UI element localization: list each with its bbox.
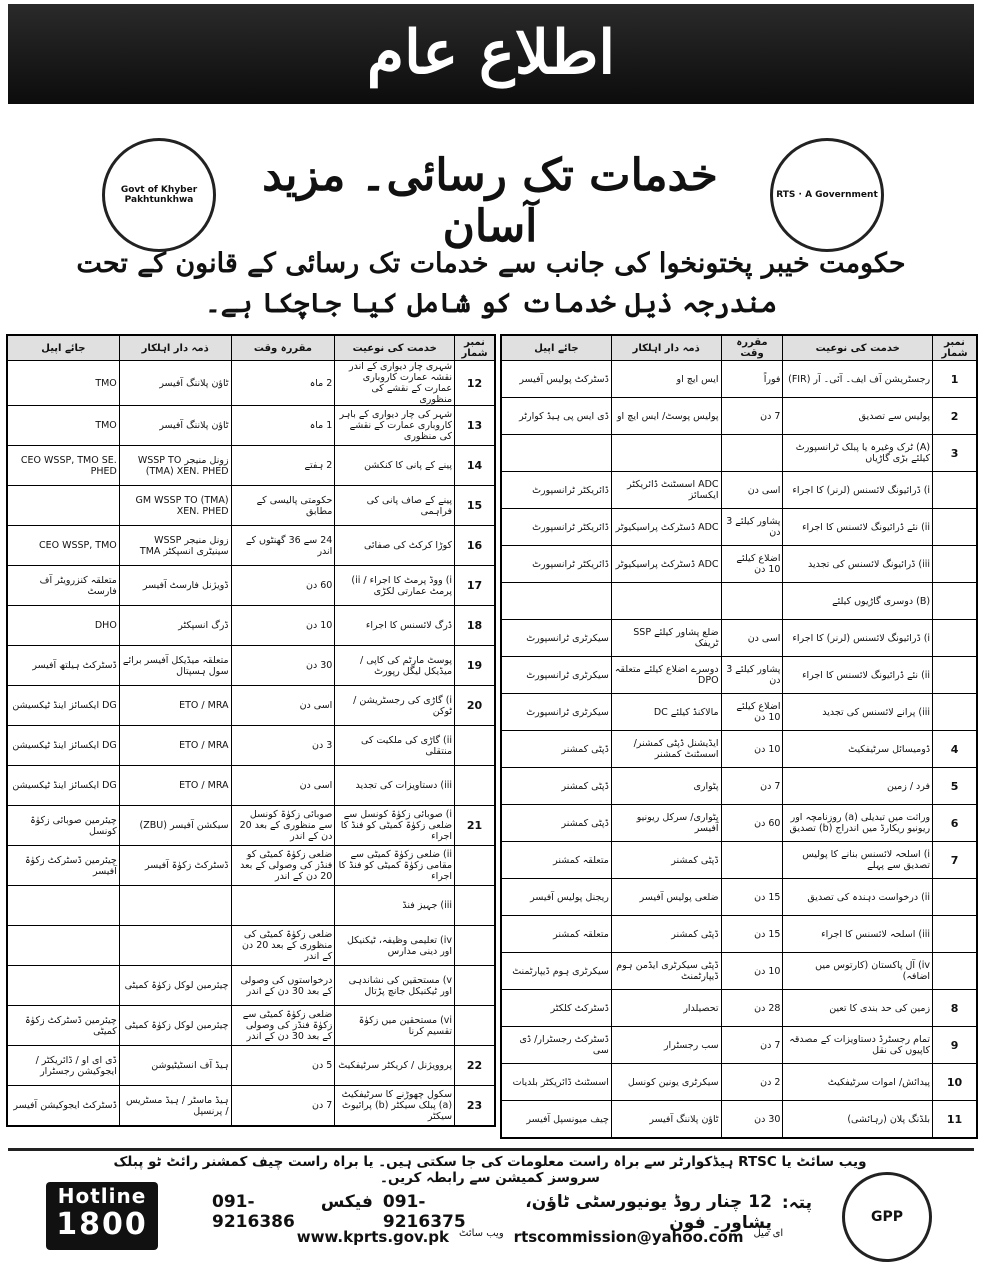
table-row	[8, 406, 495, 446]
cell-s: ڈرگ لائسنس کا اجراء	[335, 606, 455, 646]
cell-n: 7	[933, 842, 977, 879]
cell-t: 30 دن	[231, 646, 335, 686]
header-service: خدمت کی نوعیت	[783, 336, 933, 361]
header-service: خدمت کی نوعیت	[335, 336, 455, 361]
cell-t: اسی دن	[231, 766, 335, 806]
cell-a: ڈائریکٹر ٹرانسپورٹ	[502, 546, 612, 583]
cell-a: ڈائریکٹر ٹرانسپورٹ	[502, 472, 612, 509]
cell-n	[933, 583, 977, 620]
cell-t	[721, 842, 783, 879]
cell-n: 1	[933, 361, 977, 398]
cell-t: اسی دن	[231, 686, 335, 726]
table-row	[502, 953, 977, 990]
cell-o: دوسرے اضلاع کیلئے متعلقہ DPO	[611, 657, 721, 694]
cell-a: ڈی ایس پی ہیڈ کوارٹر	[502, 398, 612, 435]
address-line	[212, 1192, 812, 1233]
cell-a: ریجنل پولیس آفیسر	[502, 879, 612, 916]
cell-a: سیکرٹری ٹرانسپورٹ	[502, 694, 612, 731]
table-row	[8, 846, 495, 886]
cell-n	[933, 694, 977, 731]
table-row	[502, 435, 977, 472]
cell-n: 5	[933, 768, 977, 805]
cell-a: CEO WSSP, TMO SE. PHED	[8, 446, 120, 486]
title-banner	[8, 4, 974, 104]
cell-s: v) مستحقین کی نشاندہی اور ٹیکنیکل جانچ پڑتال	[335, 966, 455, 1006]
cell-o: ڈسٹرکٹ زکوٰۃ آفیسر	[119, 846, 231, 886]
cell-t	[721, 435, 783, 472]
gpp-logo	[842, 1172, 932, 1262]
cell-n: 12	[455, 361, 495, 406]
cell-a: سیکرٹری ٹرانسپورٹ	[502, 657, 612, 694]
cell-t: 7 دن	[721, 768, 783, 805]
cell-t: 24 سے 36 گھنٹوں کے اندر	[231, 526, 335, 566]
table-row	[502, 694, 977, 731]
cell-n: 15	[455, 486, 495, 526]
table-row	[8, 1046, 495, 1086]
cell-o: سیکرٹری یونین کونسل	[611, 1064, 721, 1101]
cell-s: پولیس سے تصدیق	[783, 398, 933, 435]
cell-s: پوسٹ مارٹم کی کاپی / میڈیکل لیگل رپورٹ	[335, 646, 455, 686]
cell-s: کوڑا کرکٹ کی صفائی	[335, 526, 455, 566]
cell-o: ڈپٹی کمشنر	[611, 842, 721, 879]
table-row	[502, 731, 977, 768]
cell-s: ii) گاڑی کی ملکیت کی منتقلی	[335, 726, 455, 766]
cell-a: ڈسٹرکٹ پولیس آفیسر	[502, 361, 612, 398]
cell-s: ڈومیسائل سرٹیفکیٹ	[783, 731, 933, 768]
cell-t: پشاور کیلئے 3 دن	[721, 657, 783, 694]
cell-n	[455, 726, 495, 766]
cell-t: 60 دن	[231, 566, 335, 606]
cell-s: فرد / زمین	[783, 768, 933, 805]
table-row	[8, 646, 495, 686]
cell-t: 7 دن	[721, 1027, 783, 1064]
cell-n	[455, 766, 495, 806]
contact-line	[270, 1228, 810, 1246]
cell-a	[8, 926, 120, 966]
cell-n: 9	[933, 1027, 977, 1064]
cell-s: vi) مستحقین میں زکوٰۃ تقسیم کرنا	[335, 1006, 455, 1046]
header-officer: ذمہ دار اہلکار	[119, 336, 231, 361]
cell-o: تحصیلدار	[611, 990, 721, 1027]
cell-n: 8	[933, 990, 977, 1027]
cell-o: ٹاؤن پلاننگ آفیسر	[611, 1101, 721, 1138]
hotline-label: Hotline	[57, 1184, 147, 1208]
cell-t: 2 ماہ	[231, 361, 335, 406]
fax-number: 091-9216386	[212, 1192, 295, 1232]
cell-n	[455, 1006, 495, 1046]
cell-a	[8, 886, 120, 926]
cell-s: i) ڈرائیونگ لائسنس (لرنر) کا اجراء	[783, 472, 933, 509]
header-appeal: جائے اپیل	[502, 336, 612, 361]
slogan-heading: خدمات تک رسائی۔ مزید آسان	[262, 150, 718, 252]
table-row	[8, 966, 495, 1006]
cell-n	[455, 926, 495, 966]
table-row	[8, 886, 495, 926]
cell-a: اسسٹنٹ ڈائریکٹر بلدیات	[502, 1064, 612, 1101]
cell-t: 5 دن	[231, 1046, 335, 1086]
cell-s: رجسٹریشن آف ایف۔ آئی۔ آر (FIR)	[783, 361, 933, 398]
kp-government-logo	[102, 138, 216, 252]
cell-s: i) گاڑی کی رجسٹریشن / ٹوکن	[335, 686, 455, 726]
cell-a: چیئرمین ڈسٹرکٹ زکوٰۃ آفیسر	[8, 846, 120, 886]
cell-o: ڈرگ انسپکٹر	[119, 606, 231, 646]
cell-n: 22	[455, 1046, 495, 1086]
cell-n: 23	[455, 1086, 495, 1126]
table-row	[8, 686, 495, 726]
header-serial: نمبر شمار	[455, 336, 495, 361]
cell-o	[611, 583, 721, 620]
cell-o	[119, 926, 231, 966]
table-row	[8, 1086, 495, 1126]
cell-a: سیکرٹری ہوم ڈیپارٹمنٹ	[502, 953, 612, 990]
cell-o: ضلعی پولیس آفیسر	[611, 879, 721, 916]
cell-n	[933, 546, 977, 583]
cell-a: ڈائریکٹر ٹرانسپورٹ	[502, 509, 612, 546]
footer-divider	[8, 1148, 974, 1151]
cell-n	[933, 472, 977, 509]
cell-o: چیئرمین لوکل زکوٰۃ کمیٹی	[119, 966, 231, 1006]
cell-n: 11	[933, 1101, 977, 1138]
cell-n	[933, 916, 977, 953]
table-row	[502, 1101, 977, 1138]
cell-t: 2 ہفتے	[231, 446, 335, 486]
table-row	[502, 620, 977, 657]
cell-a: ڈپٹی کمشنر	[502, 731, 612, 768]
header-time: مقررہ وقت	[231, 336, 335, 361]
cell-s: زمین کی حد بندی کا تعین	[783, 990, 933, 1027]
cell-o: ڈپٹی سیکرٹری ایڈمن ہوم ڈیپارٹمنٹ	[611, 953, 721, 990]
cell-s: iii) اسلحہ لائسنس کا اجراء	[783, 916, 933, 953]
cell-s: پینے کے پانی کا کنکشن	[335, 446, 455, 486]
cell-t: 60 دن	[721, 805, 783, 842]
cell-t: اضلاع کیلئے 10 دن	[721, 694, 783, 731]
table-row	[502, 1064, 977, 1101]
cell-a: TMO	[8, 361, 120, 406]
table-row	[502, 805, 977, 842]
cell-s: ii) نئے ڈرائیونگ لائسنس کا اجراء	[783, 657, 933, 694]
cell-t: 7 دن	[721, 398, 783, 435]
cell-s: i) ووڈ پرمٹ کا اجراء / ii) پرمٹ عمارتی لکڑی	[335, 566, 455, 606]
cell-a: متعلقہ کمشنر	[502, 842, 612, 879]
cell-a: ڈپٹی کمشنر	[502, 768, 612, 805]
cell-t: درخواستوں کی وصولی کے بعد 30 دن کے اندر	[231, 966, 335, 1006]
cell-s: iii) دستاویزات کی تجدید	[335, 766, 455, 806]
cell-n: 4	[933, 731, 977, 768]
cell-n	[455, 966, 495, 1006]
cell-t: پشاور کیلئے 3 دن	[721, 509, 783, 546]
table-row	[502, 879, 977, 916]
cell-a: ڈسٹرکٹ رجسٹرار/ ڈی سی	[502, 1027, 612, 1064]
cell-o: چیئرمین لوکل زکوٰۃ کمیٹی	[119, 1006, 231, 1046]
cell-a: سیکرٹری ٹرانسپورٹ	[502, 620, 612, 657]
cell-a	[8, 486, 120, 526]
cell-o: ضلع پشاور کیلئے SSP ٹریفک	[611, 620, 721, 657]
cell-n: 18	[455, 606, 495, 646]
cell-n	[933, 509, 977, 546]
cell-s: پروویژنل / کریکٹر سرٹیفکیٹ	[335, 1046, 455, 1086]
cell-t: 1 ماہ	[231, 406, 335, 446]
cell-o	[119, 886, 231, 926]
table-row	[8, 806, 495, 846]
table-row	[8, 726, 495, 766]
cell-a: CEO WSSP, TMO	[8, 526, 120, 566]
cell-o: GM WSSP TO (TMA) XEN. PHED	[119, 486, 231, 526]
kp-logo-text: Govt of Khyber Pakhtunkhwa	[120, 185, 198, 205]
rts-logo-text: RTS · A Government	[776, 190, 878, 200]
cell-o: سب رجسٹرار	[611, 1027, 721, 1064]
cell-t: 15 دن	[721, 879, 783, 916]
cell-s: (B) دوسری گاڑیوں کیلئے	[783, 583, 933, 620]
cell-o: مالاکنڈ کیلئے DC	[611, 694, 721, 731]
cell-o: ETO / MRA	[119, 766, 231, 806]
cell-s: ii) درخواست دہندہ کی تصدیق	[783, 879, 933, 916]
table-row	[8, 1006, 495, 1046]
cell-n: 17	[455, 566, 495, 606]
cell-a	[502, 435, 612, 472]
cell-o: ADC ڈسٹرکٹ پراسیکیوٹر	[611, 546, 721, 583]
cell-a: ڈسٹرکٹ ہیلتھ آفیسر	[8, 646, 120, 686]
cell-o: ٹاؤن پلاننگ آفیسر	[119, 361, 231, 406]
cell-n: 6	[933, 805, 977, 842]
cell-t: صوبائی زکوٰۃ کونسل سے منظوری کے بعد 20 دن کے اندر	[231, 806, 335, 846]
table-row	[502, 842, 977, 879]
table-row	[502, 657, 977, 694]
header-time: مقررہ وقت	[721, 336, 783, 361]
cell-o: ہیڈ آف انسٹیٹیوشن	[119, 1046, 231, 1086]
table-row	[8, 606, 495, 646]
cell-o: زونل منیجر WSSP سینیٹری انسپکٹر TMA	[119, 526, 231, 566]
cell-s: iii) پرانے لائسنس کی تجدید	[783, 694, 933, 731]
header-appeal: جائے اپیل	[8, 336, 120, 361]
cell-t: 10 دن	[721, 731, 783, 768]
cell-s: i) صوبائی زکوٰۃ کونسل سے ضلعی زکوٰۃ کمیٹی کو فنڈ کا اجراء	[335, 806, 455, 846]
cell-n	[455, 846, 495, 886]
cell-a: DG ایکسائز اینڈ ٹیکسیشن	[8, 726, 120, 766]
cell-a	[8, 966, 120, 1006]
cell-s: iv) آل پاکستان (کارتوس میں اضافہ)	[783, 953, 933, 990]
cell-s: (A) ٹرک وغیرہ یا پبلک ٹرانسپورٹ کیلئے بڑی گاڑیاں	[783, 435, 933, 472]
cell-t: اسی دن	[721, 620, 783, 657]
table-row	[8, 361, 495, 406]
table-row	[502, 1027, 977, 1064]
rts-logo	[770, 138, 884, 252]
cell-t: 2 دن	[721, 1064, 783, 1101]
cell-s: iii) جہیز فنڈ	[335, 886, 455, 926]
cell-a: ڈپٹی کمشنر	[502, 805, 612, 842]
table-row	[502, 990, 977, 1027]
email-label: ای میل	[753, 1228, 784, 1239]
address-text: 12 چنار روڈ یونیورسٹی ٹاؤن، پشاور۔ فون	[525, 1192, 772, 1233]
cell-n: 10	[933, 1064, 977, 1101]
table-row	[502, 361, 977, 398]
cell-t: ضلعی زکوٰۃ کمیٹی سے زکوٰۃ فنڈز کی وصولی کے بعد 30 دن کے اندر	[231, 1006, 335, 1046]
table-row	[8, 446, 495, 486]
cell-s: i) ڈرائیونگ لائسنس (لرنر) کا اجراء	[783, 620, 933, 657]
table-row	[502, 398, 977, 435]
website-label: ویب سائٹ	[459, 1228, 504, 1239]
table-row	[8, 926, 495, 966]
cell-o: ETO / MRA	[119, 726, 231, 766]
cell-t: ضلعی زکوٰۃ کمیٹی کی منظوری کے بعد 20 دن کے اندر	[231, 926, 335, 966]
cell-a	[502, 583, 612, 620]
cell-s: ii) نئے ڈرائیونگ لائسنس کا اجراء	[783, 509, 933, 546]
cell-n	[933, 657, 977, 694]
cell-a: DG ایکسائز اینڈ ٹیکسیشن	[8, 686, 120, 726]
cell-n: 14	[455, 446, 495, 486]
cell-o: ایس ایچ او	[611, 361, 721, 398]
cell-t: 3 دن	[231, 726, 335, 766]
cell-s: شہر کی چار دیواری کے باہر کاروباری عمارت کے نقشے کی منظوری	[335, 406, 455, 446]
cell-t: فوراً	[721, 361, 783, 398]
cell-o: پٹواری	[611, 768, 721, 805]
cell-n	[933, 620, 977, 657]
banner-title: اطلاع عام	[366, 18, 616, 88]
table-row	[8, 486, 495, 526]
email-link[interactable]: rtscommission@yahoo.com	[513, 1228, 744, 1246]
cell-s: پیدائش/ اموات سرٹیفکیٹ	[783, 1064, 933, 1101]
cell-o: پٹواری/ سرکل ریونیو آفیسر	[611, 805, 721, 842]
table-row	[8, 526, 495, 566]
cell-o: ڈویژنل فارسٹ آفیسر	[119, 566, 231, 606]
cell-o: ڈپٹی کمشنر	[611, 916, 721, 953]
cell-s: پینے کے صاف پانی کی فراہمی	[335, 486, 455, 526]
table-row	[502, 546, 977, 583]
services-table-right	[500, 334, 978, 1139]
table-header-row	[502, 336, 977, 361]
cell-o: ٹاؤن پلاننگ آفیسر	[119, 406, 231, 446]
cell-a: چیئرمین صوبائی زکوٰۃ کونسل	[8, 806, 120, 846]
header-serial: نمبر شمار	[933, 336, 977, 361]
cell-s: سکول چھوڑنے کا سرٹیفکیٹ (a) پبلک سیکٹر (b) پرائیوٹ سیکٹر	[335, 1086, 455, 1126]
cell-n: 21	[455, 806, 495, 846]
cell-t: 7 دن	[231, 1086, 335, 1126]
cell-t: 28 دن	[721, 990, 783, 1027]
cell-o: پولیس پوسٹ/ ایس ایچ او	[611, 398, 721, 435]
cell-o	[611, 435, 721, 472]
cell-a: چیئرمین ڈسٹرکٹ زکوٰۃ کمیٹی	[8, 1006, 120, 1046]
intro-line-1: حکومت خیبر پختونخوا کی جانب سے خدمات تک رسائی کے قانون کے تحت	[76, 248, 906, 279]
cell-t	[231, 886, 335, 926]
intro-line-2: مندرجہ ذیل خدمات کو شامل کیا جاچکا ہے۔	[204, 288, 778, 319]
cell-t: اضلاع کیلئے 10 دن	[721, 546, 783, 583]
cell-n: 19	[455, 646, 495, 686]
cell-s: iii) ڈرائیونگ لائسنس کی تجدید	[783, 546, 933, 583]
cell-s: وراثت میں تبدیلی (a) روزنامچہ اور ریونیو ریکارڈ میں اندراج (b) تصدیق	[783, 805, 933, 842]
cell-s: تمام رجسٹرڈ دستاویزات کے مصدقہ کاپیوں کی نقل	[783, 1027, 933, 1064]
website-link[interactable]: www.kprts.gov.pk	[296, 1228, 450, 1246]
cell-t: 30 دن	[721, 1101, 783, 1138]
cell-t: ضلعی زکوٰۃ کمیٹی کو فنڈز کی وصولی کے بعد 20 دن کے اندر	[231, 846, 335, 886]
cell-t: حکومتی پالیسی کے مطابق	[231, 486, 335, 526]
cell-o: سیکشن آفیسر (ZBU)	[119, 806, 231, 846]
header-officer: ذمہ دار اہلکار	[611, 336, 721, 361]
phone-number: 091-9216375	[382, 1192, 466, 1232]
cell-o: ADC ڈسٹرکٹ پراسیکیوٹر	[611, 509, 721, 546]
cell-t: 10 دن	[231, 606, 335, 646]
cell-n: 16	[455, 526, 495, 566]
cell-n	[933, 879, 977, 916]
table-row	[8, 566, 495, 606]
table-row	[502, 509, 977, 546]
services-table-left	[6, 334, 496, 1127]
cell-t: 10 دن	[721, 953, 783, 990]
cell-a: چیف میونسپل آفیسر	[502, 1101, 612, 1138]
cell-a: ڈسٹرکٹ ایجوکیشن آفیسر	[8, 1086, 120, 1126]
hotline-box	[46, 1182, 158, 1250]
cell-a: ڈی ای او / ڈائریکٹر / ایجوکیشن رجسٹرار	[8, 1046, 120, 1086]
cell-s: iv) تعلیمی وظیفہ، ٹیکنیکل اور دینی مدارس	[335, 926, 455, 966]
cell-n: 2	[933, 398, 977, 435]
table-row	[8, 766, 495, 806]
table-row	[502, 472, 977, 509]
cell-a: متعلقہ کمشنر	[502, 916, 612, 953]
cell-s: شہری چار دیواری کے اندر نقشہ عمارت کاروباری عمارت کے نقشے کی منظوری	[335, 361, 455, 406]
footer-note: ویب سائٹ یا RTSC ہیڈکوارٹر سے براہ راست معلومات کی جا سکتی ہیں۔ یا براہ راست چیف کمشنر رائٹ ٹو پبلک سروسز کمیشن سے رابطہ کریں۔	[113, 1154, 867, 1186]
cell-o: زونل منیجر WSSP TO (TMA) XEN. PHED	[119, 446, 231, 486]
fax-label: فیکس	[320, 1192, 373, 1212]
cell-s: i) اسلحہ لائسنس بنانے کا پولیس تصدیق سے پہلے	[783, 842, 933, 879]
cell-s: بلڈنگ پلان (رہائشی)	[783, 1101, 933, 1138]
cell-n: 13	[455, 406, 495, 446]
cell-a: DG ایکسائز اینڈ ٹیکسیشن	[8, 766, 120, 806]
cell-a: متعلقہ کنزرویٹر آف فارسٹ	[8, 566, 120, 606]
gpp-logo-text: GPP	[870, 1209, 903, 1225]
cell-a: TMO	[8, 406, 120, 446]
cell-o: ایڈیشنل ڈپٹی کمشنر/ اسسٹنٹ کمشنر	[611, 731, 721, 768]
cell-n: 3	[933, 435, 977, 472]
cell-a: DHO	[8, 606, 120, 646]
cell-n	[933, 953, 977, 990]
cell-t: اسی دن	[721, 472, 783, 509]
cell-t	[721, 583, 783, 620]
cell-o: متعلقہ میڈیکل آفیسر برائے سول ہسپتال	[119, 646, 231, 686]
cell-s: ii) ضلعی زکوٰۃ کمیٹی سے مقامی زکوٰۃ کمیٹی کو فنڈ کا اجراء	[335, 846, 455, 886]
table-row	[502, 583, 977, 620]
cell-o: ETO / MRA	[119, 686, 231, 726]
cell-t: 15 دن	[721, 916, 783, 953]
cell-a: ڈسٹرکٹ کلکٹر	[502, 990, 612, 1027]
hotline-number: 1800	[56, 1207, 148, 1242]
table-row	[502, 768, 977, 805]
table-header-row	[8, 336, 495, 361]
cell-o: ADC اسسٹنٹ ڈائریکٹر ایکسائز	[611, 472, 721, 509]
cell-n: 20	[455, 686, 495, 726]
cell-o: ہیڈ ماسٹر / ہیڈ مسٹریس / پرنسپل	[119, 1086, 231, 1126]
cell-n	[455, 886, 495, 926]
table-row	[502, 916, 977, 953]
address-label: پتہ:	[781, 1193, 812, 1213]
